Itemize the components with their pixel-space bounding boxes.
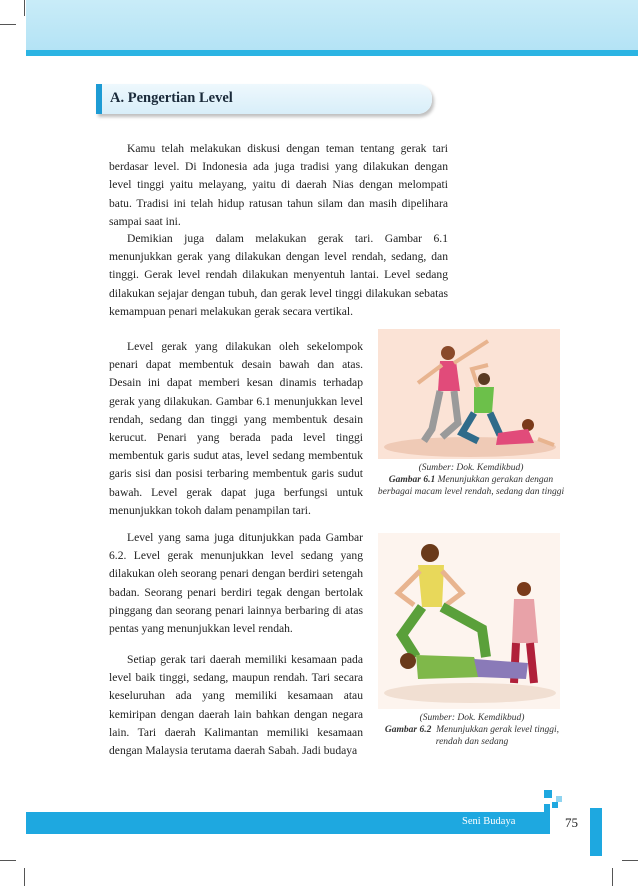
figure-source-1: (Sumber: Dok. Kemdikbud) [418,463,524,473]
section-title: A. Pengertian Level [110,90,233,106]
figure-caption-2 [374,712,570,748]
dancers-illustration-2 [378,533,560,709]
paragraph-3: Level gerak yang dilakukan oleh sekelompok penari dapat membentuk desain bawah dan atas. Desain ini dapat memberi kesan dinamis terhadap gerak yang dilakukan. Gambar 6.1 menunjukkan level rendah, sedang dan tinggi yang membentuk desain kerucut. Penari yang berada pada level tinggi membentuk garis sudut atas, level sedang membentuk garis sisi dan posisi terbaring membentuk garis sudut bawah. Level gerak dapat juga berfungsi untuk menunjukkan tokoh dalam penampilan tari. [109,340,363,517]
paragraph-4: Level yang sama juga ditunjukkan pada Gambar 6.2. Level gerak menunjukkan level sedang yang dilakukan oleh seorang penari dengan berdiri setengah badan. Seorang penari berdiri tegak dengan bertolak pinggang dan seorang penari lainnya berbaring di atas pentas yang menunjukkan level rendah. [109,531,363,636]
decorative-pixel [590,808,602,856]
crop-mark [24,868,25,886]
figure-caption-1 [376,462,566,498]
figure-label-1: Gambar 6.1 [388,475,436,485]
dancers-illustration-1 [378,329,560,459]
paragraph-5: Setiap gerak tari daerah memiliki kesamaan pada level baik tinggi, sedang, maupun rendah. Tari secara keseluruhan ada yang memiliki kesamaan atau kemiripan dengan daerah lain bahkan dengan negara lain. Tari daerah Kalimantan memiliki kesamaan dengan Malaysia terutama daerah Sabah. Jadi budaya [109,653,363,758]
paragraph-1: Kamu telah melakukan diskusi dengan teman tentang gerak tari berdasar level. Di Indonesia ada juga tradisi yang dilakukan dengan level tinggi yaitu melayang, yaitu di daerah Nias dengan melompati batu. Tradisi ini telah hidup ratusan tahun silam dan masih dipelihara sampai saat ini. [109,142,448,228]
crop-mark [622,860,638,861]
section-heading-accent [96,84,102,114]
figure-description-1: Menunjukkan gerakan dengan berbagai macam level rendah, sedang dan tinggi [377,475,565,497]
figure-source-2: (Sumber: Dok. Kemdikbud) [419,713,525,723]
figure-caption-text-1 [376,474,566,498]
paragraph-2: Demikian juga dalam melakukan gerak tari. Gambar 6.1 menunjukkan gerak yang dilakukan dengan level rendah, sedang, dan tinggi. Gerak level rendah dilakukan menyentuh lantai. Level sedang dilakukan sejajar dengan tubuh, dan gerak level tinggi dilakukan sebatas kemampuan penari melakukan gerak secara vertikal. [109,232,448,318]
crop-mark [24,0,25,16]
figure-caption-text-2 [374,724,570,748]
decorative-pixel [544,790,552,798]
crop-mark [0,860,16,861]
figure-description-2: Menunjukkan gerak level tinggi, rendah dan sedang [435,725,560,747]
crop-mark [0,24,16,25]
crop-mark [612,868,613,886]
book-title: Seni Budaya [462,816,516,827]
page-number: 75 [565,815,578,830]
figure-label-2: Gambar 6.2 [384,725,432,735]
header-band-highlight [26,0,638,50]
